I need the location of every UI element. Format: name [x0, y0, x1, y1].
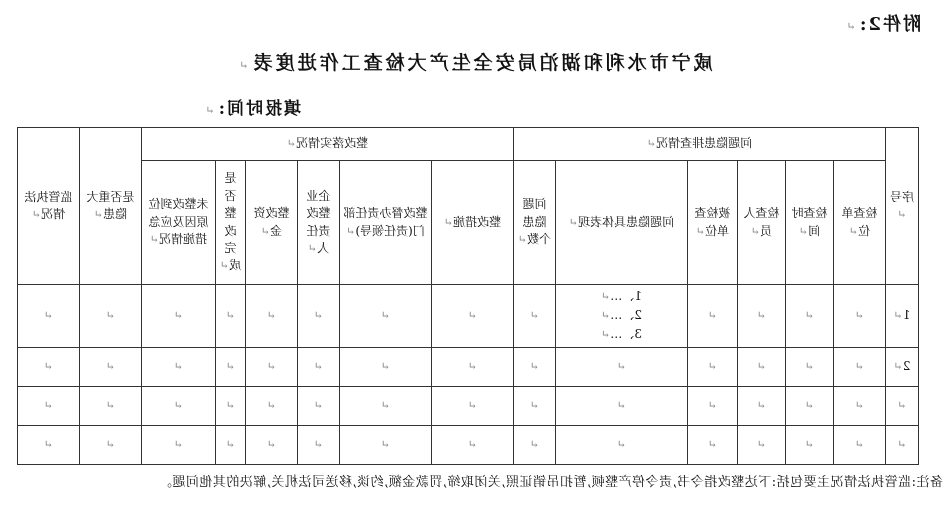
- cell-problem-lines: 1、…↵ 2、…↵ 3、…↵: [556, 285, 688, 348]
- cell: ↵: [513, 285, 555, 348]
- footnote: 备注:监管执法情况主要包括:下达整改指令书,责令停产整顿,暂扣吊销证照,关闭取缔,罚款金额,约谈,移送司法机关,解决的其他问题。: [158, 475, 943, 490]
- header-funds: 整改资金↵: [245, 161, 297, 285]
- header-checked-unit: 被检查单位↵: [688, 161, 738, 285]
- cell: ↵: [215, 285, 245, 348]
- cell: ↵: [431, 425, 513, 464]
- cell: ↵: [141, 425, 215, 464]
- table-header-row-1: [17, 128, 918, 161]
- cell: ↵: [556, 347, 688, 386]
- progress-table: [17, 127, 919, 465]
- cell: ↵: [245, 347, 297, 386]
- header-check-time: 检查时间↵: [786, 161, 834, 285]
- cell: ↵: [297, 425, 339, 464]
- cell: ↵: [141, 347, 215, 386]
- cell: ↵: [17, 425, 79, 464]
- cell: ↵: [17, 386, 79, 425]
- cell: ↵: [834, 347, 886, 386]
- cell: ↵: [79, 386, 141, 425]
- cell: ↵: [688, 347, 738, 386]
- header-done: 是否整改完成↵: [215, 161, 245, 285]
- attachment-label: 附件2:↵: [844, 14, 921, 35]
- cell: ↵: [215, 425, 245, 464]
- fill-date-label: 填报时间:↵: [203, 99, 301, 119]
- cell: ↵: [431, 347, 513, 386]
- cell: ↵: [688, 386, 738, 425]
- table-row: [17, 425, 918, 464]
- cell: ↵: [738, 347, 786, 386]
- cell: ↵: [339, 425, 431, 464]
- cell: ↵: [513, 347, 555, 386]
- table-header-row-2: [17, 161, 918, 285]
- cell: ↵: [738, 425, 786, 464]
- cell: ↵: [786, 425, 834, 464]
- cell: ↵: [297, 347, 339, 386]
- cell: ↵: [79, 347, 141, 386]
- header-enforcement: 监管执法情况↵: [17, 128, 79, 285]
- cell: ↵: [738, 386, 786, 425]
- header-company-person: 企业整改责任人↵: [297, 161, 339, 285]
- table-row: [17, 386, 918, 425]
- cell: ↵: [738, 285, 786, 348]
- cell-serial: ↵: [886, 425, 919, 464]
- cell: ↵: [245, 285, 297, 348]
- table-row: [17, 347, 918, 386]
- header-major-hazard: 是否重大隐患↵: [79, 128, 141, 285]
- cell: ↵: [786, 285, 834, 348]
- cell: ↵: [786, 347, 834, 386]
- header-reason: 未整改到位原因及应急措施情况↵: [141, 161, 215, 285]
- cell: ↵: [215, 347, 245, 386]
- cell: ↵: [556, 425, 688, 464]
- header-serial: 序号↵: [886, 128, 919, 285]
- header-problem-detail: 问题隐患具体表现↵: [556, 161, 688, 285]
- header-group-rectify: 整改落实情况↵: [141, 128, 513, 161]
- header-check-person: 检查人员↵: [738, 161, 786, 285]
- cell: ↵: [215, 386, 245, 425]
- cell: ↵: [834, 386, 886, 425]
- header-supervisor: 整改督办责任部门(责任领导)↵: [339, 161, 431, 285]
- cell: ↵: [688, 285, 738, 348]
- cell: ↵: [79, 425, 141, 464]
- cell-serial: 1↵: [886, 285, 919, 348]
- header-measures: 整改措施↵: [431, 161, 513, 285]
- document-title: 咸宁市水利和湖泊局安全生产大检查工作进度表↵: [236, 52, 713, 74]
- cell: ↵: [513, 425, 555, 464]
- cell: ↵: [79, 285, 141, 348]
- cell: ↵: [141, 285, 215, 348]
- header-check-unit: 检查单位↵: [834, 161, 886, 285]
- cell: ↵: [431, 285, 513, 348]
- header-problem-count: 问题隐患个数↵: [513, 161, 555, 285]
- cell: ↵: [431, 386, 513, 425]
- cell: ↵: [556, 386, 688, 425]
- cell: ↵: [297, 285, 339, 348]
- cell: ↵: [834, 425, 886, 464]
- cell: ↵: [245, 386, 297, 425]
- cell-serial: ↵: [886, 386, 919, 425]
- header-group-problem: 问题隐患排查情况↵: [513, 128, 885, 161]
- cell: ↵: [786, 386, 834, 425]
- cell: ↵: [297, 386, 339, 425]
- cell: ↵: [688, 425, 738, 464]
- cell: ↵: [339, 386, 431, 425]
- cell: ↵: [17, 347, 79, 386]
- cell: ↵: [17, 285, 79, 348]
- cell: ↵: [513, 386, 555, 425]
- cell: ↵: [141, 386, 215, 425]
- cell: ↵: [339, 347, 431, 386]
- cell-serial: 2↵: [886, 347, 919, 386]
- table-row: [17, 285, 918, 348]
- cell: ↵: [245, 425, 297, 464]
- cell: ↵: [339, 285, 431, 348]
- cell: ↵: [834, 285, 886, 348]
